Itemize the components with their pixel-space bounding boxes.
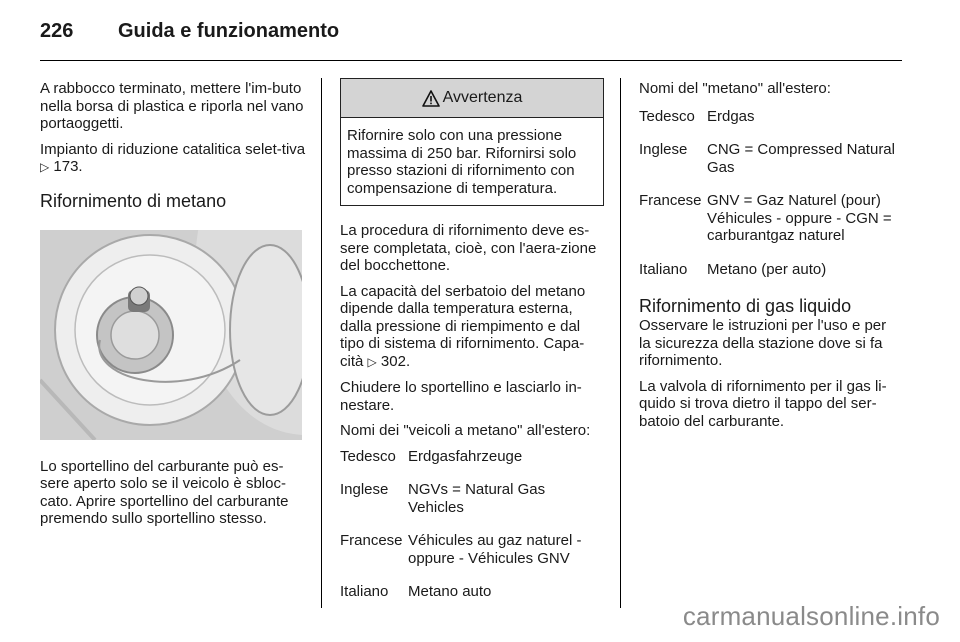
vehicle-names-intro: Nomi dei "veicoli a metano" all'estero:	[340, 422, 591, 439]
table-row	[639, 261, 901, 279]
vehicle-names-table	[340, 448, 604, 601]
language-cell: Inglese	[340, 481, 389, 498]
lpg-valve-paragraph: La valvola di rifornimento per il gas li-quido si trova dietro il tappo del ser-batoio del carburante.	[639, 377, 887, 430]
name-cell: Erdgas	[707, 107, 755, 125]
column-divider-1	[321, 78, 322, 608]
table-row	[340, 532, 604, 583]
header-rule	[40, 60, 902, 61]
language-cell: Tedesco	[340, 447, 396, 465]
language-cell: Tedesco	[639, 107, 695, 125]
fuel-door-paragraph: Lo sportellino del carburante può es-sere aperto solo se il veicolo è sbloc-cato. Aprire sportellino del carburante premendo sullo sportellino stesso.	[40, 457, 289, 527]
table-row	[340, 583, 604, 601]
language-cell: Inglese	[639, 141, 688, 158]
language-cell: Francese	[639, 192, 702, 209]
warning-box	[340, 78, 604, 206]
tank-capacity-page: 302.	[380, 352, 411, 370]
page-number: 226	[40, 20, 74, 42]
watermark: carmanualsonline.info	[682, 601, 940, 631]
close-door-paragraph: Chiudere lo sportellino e lasciarlo in-nestare.	[340, 379, 582, 414]
column-1	[40, 80, 306, 536]
language-cell: Italiano	[639, 260, 688, 278]
page-header	[40, 20, 339, 43]
section-heading-cng: Rifornimento di metano	[40, 190, 227, 211]
language-cell: Italiano	[340, 583, 389, 600]
tank-capacity-text: La capacità del serbatoio del metano dipende dalla temperatura esterna, dalla pressione di riempimento e dal tipo di sistema di rifornimento. Capa-cità	[340, 282, 586, 370]
gas-names-table	[639, 108, 901, 279]
page-reference-triangle-icon: ▷	[367, 354, 377, 369]
scr-reference-text: Impianto di riduzione catalitica selet-tiva	[40, 140, 306, 158]
name-cell: Véhicules au gaz naturel - oppure - Véhicules GNV	[408, 532, 582, 567]
page-reference-triangle-icon: ▷	[40, 160, 50, 174]
name-cell: NGVs = Natural Gas Vehicles	[408, 481, 546, 516]
tank-capacity-paragraph	[340, 283, 604, 372]
column-divider-2	[620, 78, 621, 608]
name-cell: CNG = Compressed Natural Gas	[707, 141, 895, 176]
column-3	[639, 80, 901, 438]
column-2	[340, 80, 604, 601]
table-row	[639, 192, 901, 261]
page-title: Guida e funzionamento	[118, 20, 340, 42]
refuel-finish-paragraph: A rabbocco terminato, mettere l'im-buto nella borsa di plastica e riporla nel vano portaoggetti.	[40, 80, 304, 132]
scr-reference-paragraph	[40, 141, 306, 177]
scr-reference-page: 173.	[53, 158, 83, 175]
table-row	[639, 141, 901, 192]
fuel-filler-door-photo	[40, 230, 302, 440]
gas-names-intro: Nomi del "metano" all'estero:	[639, 80, 831, 97]
section-heading-lpg: Rifornimento di gas liquido	[639, 296, 852, 316]
warning-triangle-icon	[422, 90, 440, 107]
table-row	[340, 481, 604, 532]
lpg-safety-paragraph: Osservare le istruzioni per l'uso e per la sicurezza della stazione dove si fa rifornimento.	[639, 317, 887, 369]
warning-text: Rifornire solo con una pressione massima di 250 bar. Rifornirsi solo presso stazioni di rifornimento con compensazione di temperatura.	[347, 127, 577, 197]
refuel-procedure-paragraph: La procedura di rifornimento deve es-sere completata, cioè, con l'aera-zione del bocchettone.	[340, 222, 597, 274]
table-row	[340, 448, 604, 482]
language-cell: Francese	[340, 532, 403, 549]
table-row	[639, 108, 901, 142]
warning-header	[341, 79, 603, 118]
name-cell: GNV = Gaz Naturel (pour) Véhicules - oppure - CGN = carburantgaz naturel	[707, 192, 892, 244]
name-cell: Metano auto	[408, 583, 492, 600]
warning-title: Avvertenza	[442, 89, 523, 107]
name-cell: Erdgasfahrzeuge	[408, 447, 523, 465]
name-cell: Metano (per auto)	[707, 260, 827, 278]
